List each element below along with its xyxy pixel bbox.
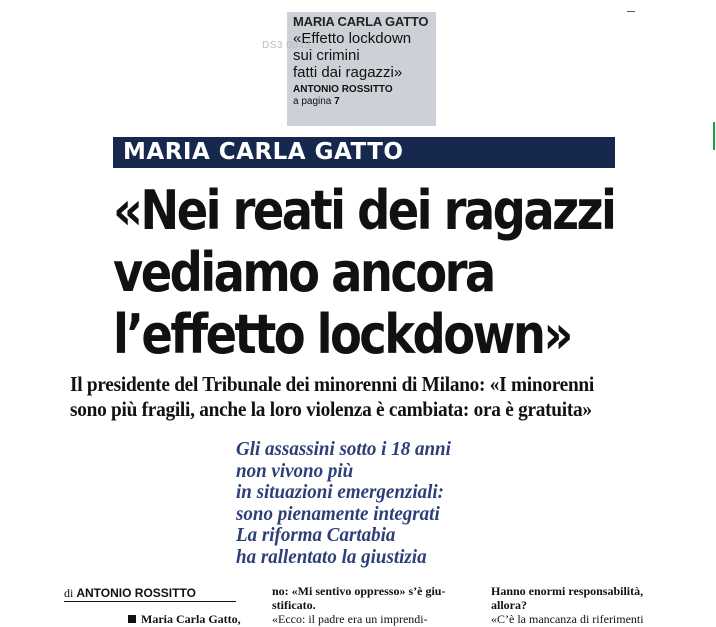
square-bullet-icon	[128, 615, 136, 623]
column-1	[128, 612, 268, 626]
teaser-page-number: 7	[334, 96, 340, 107]
teaser-title-line: «Effetto lockdown	[293, 30, 412, 47]
headline	[113, 179, 615, 366]
byline-prefix: di	[64, 586, 77, 600]
teaser-page-ref-prefix: a pagina	[293, 96, 335, 107]
byline-author: ANTONIO ROSSITTO	[76, 586, 196, 600]
pull-quote	[236, 439, 521, 568]
headline-line: l’effetto lockdown»	[113, 303, 571, 366]
headline-line: vediamo ancora	[113, 241, 494, 304]
pull-quote-line: non vivono più	[236, 459, 354, 482]
column-2-line: stificato.	[272, 598, 316, 612]
teaser-box[interactable]	[287, 12, 436, 126]
name-bar: MARIA CARLA GATTO	[113, 137, 615, 168]
pull-quote-line: La riforma Cartabia	[236, 524, 396, 546]
byline-rule	[64, 601, 236, 602]
teaser-title	[293, 30, 430, 81]
corner-mark	[627, 11, 635, 12]
column-1-lead: Maria Carla Gatto,	[141, 612, 241, 626]
column-3-line: «C’è la mancanza di riferimenti	[491, 612, 644, 626]
column-3-line: allora?	[491, 598, 527, 612]
column-2-line: no: «Mi sentivo oppresso» s’è giu-	[272, 584, 446, 598]
column-3	[491, 584, 701, 626]
column-3-line: Hanno enormi responsabilità,	[491, 584, 644, 598]
subheadline	[70, 372, 668, 422]
pull-quote-line: ha rallentato la giustizia	[236, 545, 427, 568]
edge-mark	[713, 122, 715, 150]
teaser-name: MARIA CARLA GATTO	[293, 14, 429, 29]
teaser-title-line: fatti dai ragazzi»	[293, 64, 403, 81]
watermark: DS3 0043	[262, 40, 311, 51]
teaser-page-ref	[293, 96, 430, 108]
byline	[64, 586, 234, 600]
subheadline-line: Il presidente del Tribunale dei minorenni di Milano: «I minorenni	[70, 372, 594, 396]
pull-quote-line: Gli assassini sotto i 18 anni	[236, 438, 451, 460]
teaser-title-line: sui crimini	[293, 47, 360, 64]
column-2	[272, 584, 472, 626]
column-2-line: «Ecco: il padre era un imprendi-	[272, 612, 428, 626]
subheadline-line: sono più fragili, anche la loro violenza è cambiata: ora è gratuita»	[70, 397, 592, 421]
pull-quote-line: sono pienamente integrati	[236, 502, 440, 525]
headline-line: «Nei reati dei ragazzi	[113, 179, 615, 242]
pull-quote-line: in situazioni emergenziali:	[236, 481, 444, 503]
teaser-author: ANTONIO ROSSITTO	[293, 84, 393, 95]
